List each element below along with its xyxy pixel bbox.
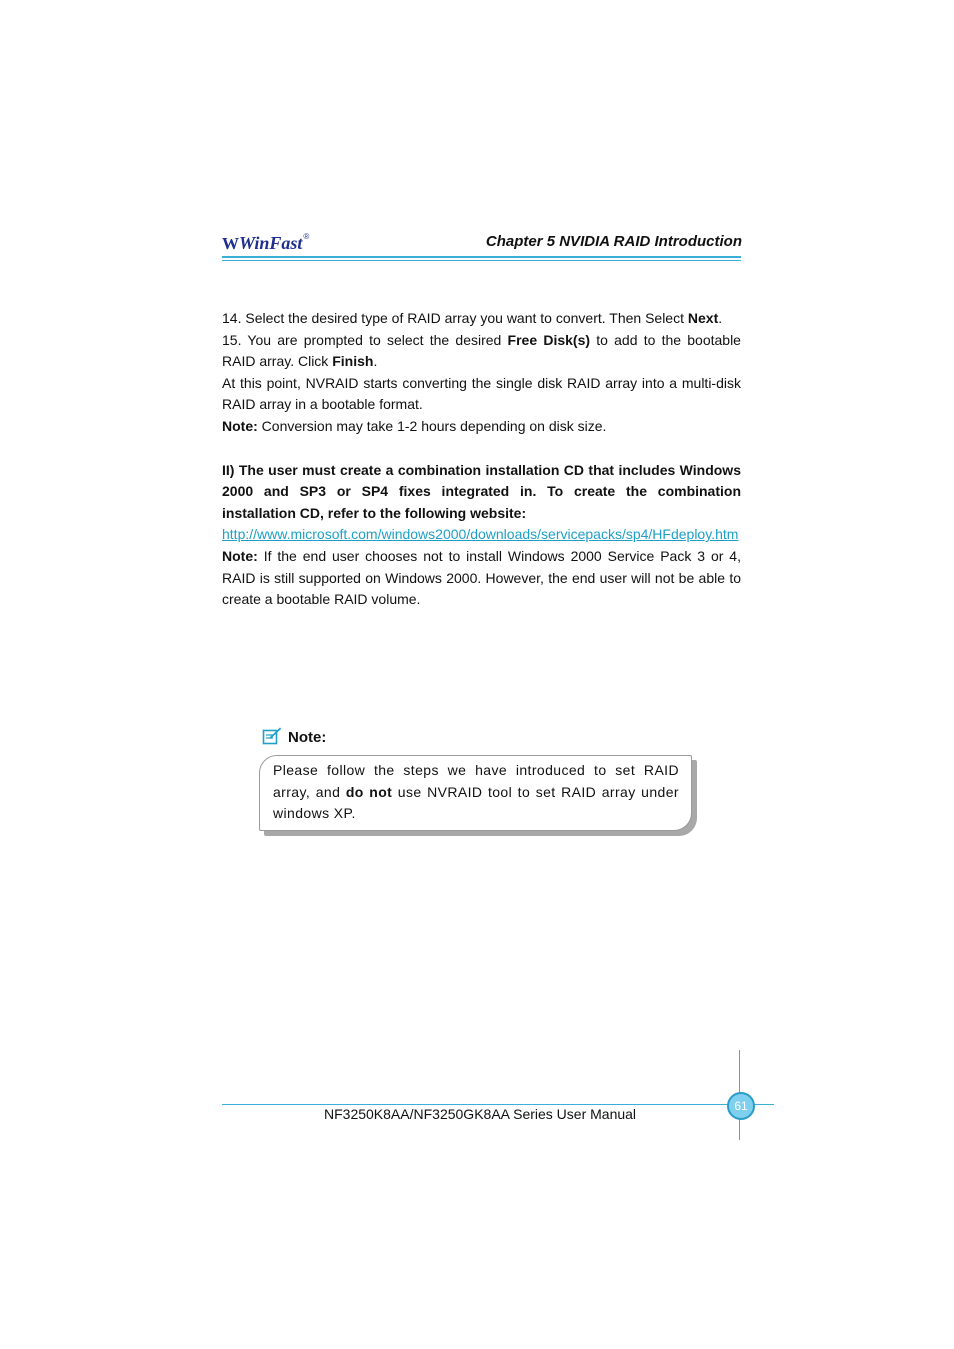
main-content bbox=[222, 308, 741, 611]
section-ii-heading: II) The user must create a combination installation CD that includes Windows 2000 and SP3 or SP4 fixes integrated in. To create the combination installation CD, refer to the following website: bbox=[222, 461, 741, 521]
logo-w-mark: W bbox=[222, 234, 238, 253]
step-15: 15. You are prompted to select the desired Free Disk(s) to add to the bootable RAID array. Click Finish. bbox=[222, 331, 741, 370]
header-rule-thin bbox=[222, 260, 741, 261]
footer-rule bbox=[222, 1104, 774, 1105]
conversion-note: Note: Conversion may take 1-2 hours depending on disk size. bbox=[222, 417, 607, 434]
note-title: Note: bbox=[288, 729, 327, 746]
note-heading bbox=[262, 726, 326, 749]
note-box-text: Please follow the steps we have introduced to set RAID array, and do not use NVRAID tool to set RAID array under windows XP. bbox=[273, 762, 679, 822]
microsoft-sp4-link[interactable]: http://www.microsoft.com/windows2000/downloads/servicepacks/sp4/HFdeploy.htm bbox=[222, 526, 739, 543]
step-14: 14. Select the desired type of RAID array you want to convert. Then Select Next. bbox=[222, 310, 723, 326]
page-number-badge: 61 bbox=[727, 1092, 755, 1120]
logo-registered-mark: ® bbox=[303, 232, 310, 241]
winfast-logo bbox=[222, 232, 309, 254]
next-label: Next bbox=[687, 310, 719, 326]
chapter-title: Chapter 5 NVIDIA RAID Introduction bbox=[485, 233, 742, 250]
header-rule bbox=[222, 256, 741, 258]
note-pencil-icon bbox=[262, 726, 282, 749]
manual-title: NF3250K8AA/NF3250GK8AA Series User Manual bbox=[324, 1106, 637, 1122]
note-box bbox=[259, 755, 692, 831]
service-pack-note: Note: If the end user chooses not to install Windows 2000 Service Pack 3 or 4, RAID is still supported on Windows 2000. However, the end user will not be able to create a bootable RAID volume. bbox=[222, 547, 741, 608]
do-not-label: do not bbox=[345, 783, 393, 800]
free-disks-label: Free Disk(s) bbox=[507, 331, 591, 348]
microsoft-link-para bbox=[222, 524, 741, 546]
logo-wordmark: WinFast bbox=[239, 233, 303, 253]
note-label: Note: bbox=[222, 417, 258, 434]
finish-label: Finish bbox=[332, 353, 374, 370]
note-label: Note: bbox=[222, 547, 258, 564]
conversion-paragraph: At this point, NVRAID starts converting the single disk RAID array into a multi-disk RAID array in a bootable format. bbox=[222, 374, 741, 413]
